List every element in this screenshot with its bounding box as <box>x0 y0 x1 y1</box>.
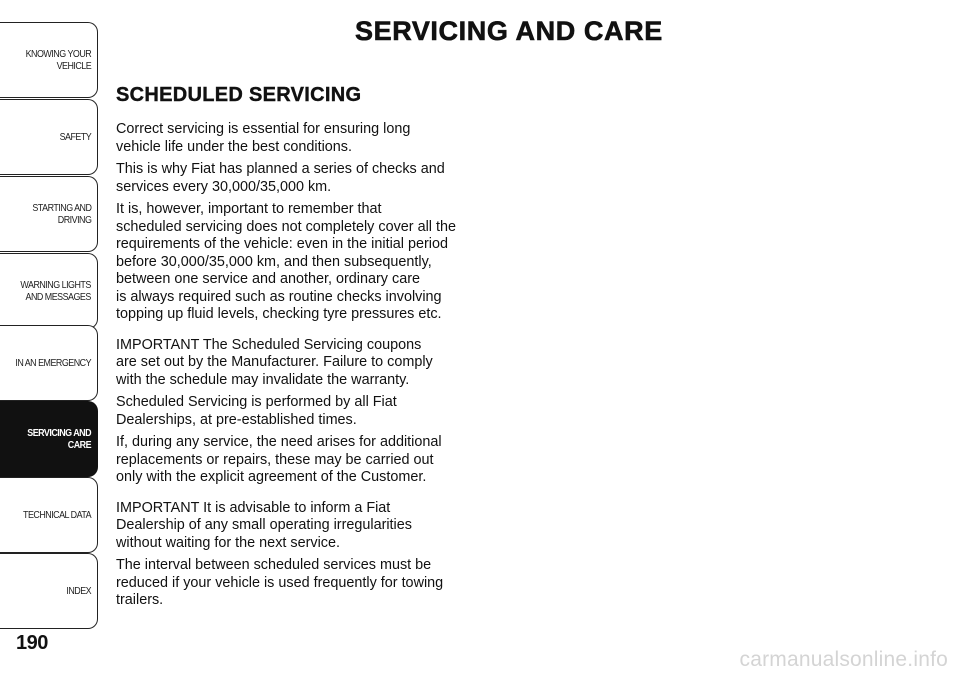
tab-label: KNOWING YOUR VEHICLE <box>25 48 91 72</box>
tab-label: TECHNICAL DATA <box>22 509 91 521</box>
tab-label: WARNING LIGHTS AND MESSAGES <box>20 279 91 303</box>
tab-label: SAFETY <box>59 131 91 143</box>
paragraph: The interval between scheduled services must be reduced if your vehicle is used frequently for towing trailers. <box>116 557 444 608</box>
tab-index[interactable] <box>0 553 98 629</box>
main-content <box>116 84 516 615</box>
page-title: SERVICING AND CARE <box>355 16 663 46</box>
tab-label: SERVICING AND CARE <box>27 427 91 451</box>
paragraph: If, during any service, the need arises for additional replacements or repairs, these may be carried out only with the explicit agreement of the Customer. <box>116 434 442 485</box>
tab-safety[interactable] <box>0 99 98 175</box>
tab-label: STARTING AND DRIVING <box>31 202 91 226</box>
page-number: 190 <box>16 632 48 654</box>
tab-in-an-emergency[interactable] <box>0 325 98 401</box>
tab-label: INDEX <box>66 585 91 597</box>
tab-label: IN AN EMERGENCY <box>15 357 91 369</box>
paragraph: It is, however, important to remember that scheduled servicing does not completely cover all the requirements of the vehicle: even in the initial period before 30,000/35,000 km, and then subsequently, between one service and another, ordinary care is always required such as routine checks involving topping up fluid levels, checking tyre pressures etc. <box>116 201 456 322</box>
section-heading: SCHEDULED SERVICING <box>116 84 362 106</box>
important-note: IMPORTANT It is advisable to inform a Fiat Dealership of any small operating irregularities without waiting for the next service. <box>116 499 412 551</box>
paragraph: This is why Fiat has planned a series of checks and services every 30,000/35,000 km. <box>116 161 445 195</box>
tab-knowing-your-vehicle[interactable] <box>0 22 98 98</box>
tab-starting-and-driving[interactable] <box>0 176 98 252</box>
important-note: IMPORTANT The Scheduled Servicing coupons are set out by the Manufacturer. Failure to comply with the schedule may invalidate the warranty. <box>116 336 433 388</box>
watermark: carmanualsonline.info <box>739 648 948 671</box>
tab-warning-lights-and-messages[interactable] <box>0 253 98 329</box>
paragraph: Scheduled Servicing is performed by all Fiat Dealerships, at pre-established times. <box>116 394 397 428</box>
tab-technical-data[interactable] <box>0 477 98 553</box>
tab-servicing-and-care[interactable] <box>0 401 98 477</box>
paragraph: Correct servicing is essential for ensuring long vehicle life under the best conditions. <box>116 121 411 155</box>
